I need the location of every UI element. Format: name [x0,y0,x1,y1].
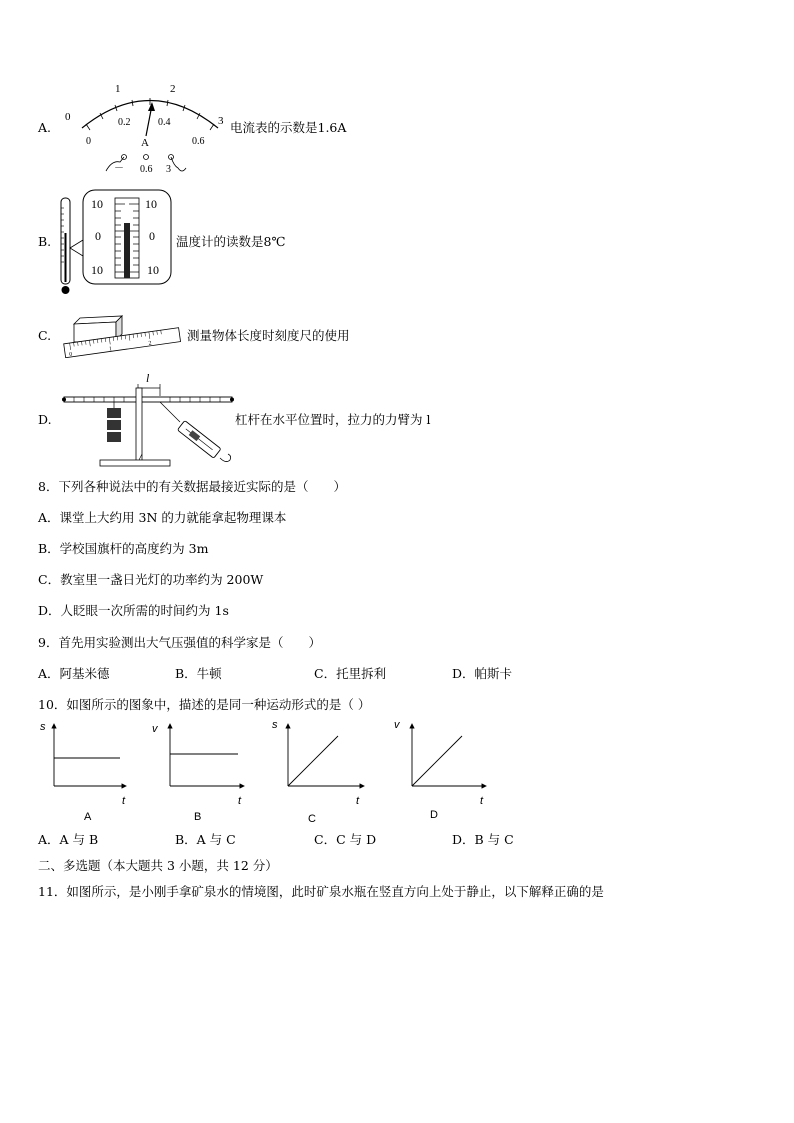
graph-b [152,723,244,823]
q9-option-d: D．帕斯卡 [452,666,513,681]
option-c-letter: C. [38,328,52,343]
graph-a-ylabel: s [40,721,46,733]
option-a-text: 电流表的示数是1.6A [230,120,347,135]
graph-b-caption: B [194,811,202,823]
ammeter-letter: A [141,137,149,149]
q10-option-b: B．A 与 C [175,832,236,847]
thermometer-figure [55,188,175,300]
option-a-letter: A. [38,120,52,135]
lever-figure [60,366,238,470]
q10-stem: 10．如图所示的图象中，描述的是同一种运动形式的是（ ） [38,697,371,712]
q9-option-a: A．阿基米德 [38,666,110,681]
terminal-06: 0.6 [140,164,153,175]
q8-stem: 8．下列各种说法中的有关数据最接近实际的是（ ） [38,479,346,494]
option-d-letter: D. [38,412,52,427]
q8-option-d: D．人眨眼一次所需的时间约为 1s [38,603,229,618]
option-b-letter: B. [38,234,52,249]
thermo-right-bottom: 10 [147,263,159,277]
graph-b-xlabel: t [238,795,242,807]
ammeter-top-1: 1 [115,83,121,95]
option-c-text: 测量物体长度时刻度尺的使用 [187,328,350,343]
ammeter-bottom-04: 0.4 [158,117,171,128]
q11-stem: 11．如图所示，是小刚手拿矿泉水的情境图，此时矿泉水瓶在竖直方向上处于静止，以下解释正确的是 [38,884,604,899]
option-d-text: 杠杆在水平位置时，拉力的力臂为 l [235,412,431,427]
graph-d-xlabel: t [480,795,484,807]
ammeter-bottom-02: 0.2 [118,117,131,128]
ruler-tick-1: 1 [108,346,113,353]
graph-d-caption: D [430,809,438,821]
lever-arm-label: l [146,371,150,385]
thermo-left-mid: 0 [95,229,101,243]
q10-graphs [36,718,496,826]
q9-stem: 9．首先用实验测出大气压强值的科学家是（ ） [38,635,321,650]
thermo-right-mid: 0 [149,229,155,243]
ammeter-top-0: 0 [65,111,71,123]
option-b-text: 温度计的读数是8℃ [176,234,286,249]
graph-c [272,719,364,825]
thermo-left-bottom: 10 [91,263,103,277]
terminal-minus: － [114,163,124,174]
ammeter-top-3: 3 [218,115,224,127]
graph-c-ylabel: s [272,719,278,731]
graph-d-ylabel: v [394,719,400,731]
q10-option-d: D．B 与 C [452,832,514,847]
q9-option-c: C．托里拆利 [314,666,387,681]
graph-c-xlabel: t [356,795,360,807]
thermo-right-top: 10 [145,197,157,211]
graph-d [394,719,486,821]
section-two-heading: 二、多选题（本大题共 3 小题，共 12 分） [38,858,278,873]
q8-option-a: A．课堂上大约用 3N 的力就能拿起物理课本 [38,510,287,525]
graph-a-xlabel: t [122,795,126,807]
graph-c-caption: C [308,813,316,825]
ruler-tick-2: 2 [148,340,152,348]
ammeter-top-2: 2 [170,83,176,95]
terminal-3: 3 [166,164,171,175]
ammeter-figure [60,78,230,178]
q10-option-c: C．C 与 D [314,832,377,847]
q8-option-b: B．学校国旗杆的高度约为 3m [38,541,209,556]
ruler-figure [60,312,186,358]
ammeter-bottom-0: 0 [86,136,91,147]
q9-option-b: B．牛顿 [175,666,222,681]
q8-option-c: C．教室里一盏日光灯的功率约为 200W [38,572,264,587]
thermo-left-top: 10 [91,197,103,211]
graph-a [40,721,126,823]
q10-option-a: A．A 与 B [38,832,99,847]
graph-a-caption: A [84,811,92,823]
ammeter-bottom-06: 0.6 [192,136,205,147]
ruler-tick-0: 0 [68,351,73,358]
graph-b-ylabel: v [152,723,158,735]
